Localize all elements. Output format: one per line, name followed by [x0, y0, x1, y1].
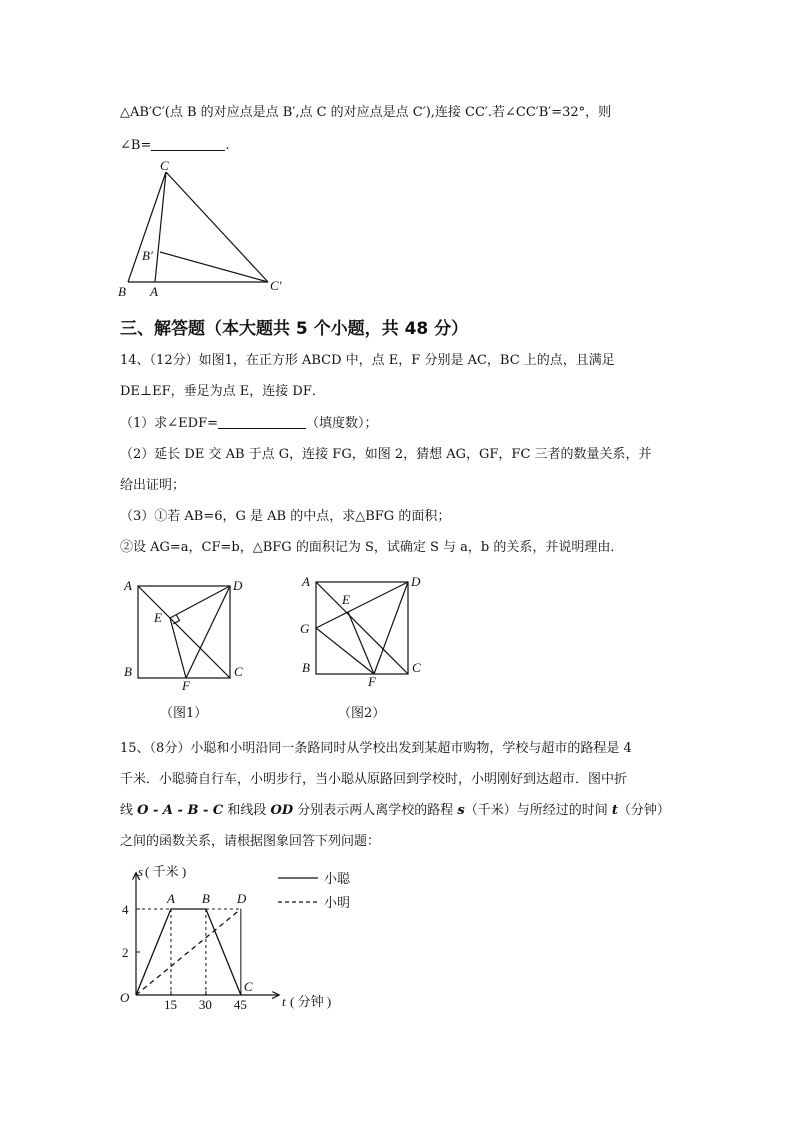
- q15-l3-c: 和线段: [223, 803, 271, 818]
- q15-l3-e: 分别表示两人离学校的路程: [293, 803, 458, 818]
- q14-text-line5: 给出证明；: [120, 478, 186, 493]
- q15-text-line1: 15、（8分）小聪和小明沿同一条路同时从学校出发到某超市购物，学校与超市的路程是 4: [120, 741, 632, 756]
- fig1-label-f: F: [182, 678, 190, 693]
- q14-text-line1: 14、（12分）如图1，在正方形 ABCD 中，点 E，F 分别是 AC，BC 上的点，且满足: [120, 353, 615, 368]
- x-axis-var: t: [282, 994, 286, 1009]
- x-tick-label: 15: [163, 997, 177, 1012]
- fig2-caption: （图2）: [338, 706, 386, 721]
- origin-label: O: [120, 990, 130, 1005]
- point-label-b: B: [201, 891, 210, 906]
- q15-var-s: s: [457, 803, 465, 818]
- fig2-label-f: F: [368, 674, 376, 689]
- q13-suffix: .: [225, 138, 230, 153]
- point-label-c: C: [243, 979, 253, 994]
- y-axis-unit: ( 千米 ): [145, 864, 187, 879]
- q14-text-line2: DE⊥EF，垂足为点 E，连接 DF．: [120, 384, 325, 399]
- distance-time-chart: [110, 858, 370, 1018]
- q13-answer-blank[interactable]: [151, 136, 225, 151]
- fig2-label-g: G: [300, 621, 310, 636]
- q13-text-line1: △AB′C′(点 B 的对应点是点 B′,点 C 的对应点是点 C′),连接 CC′.若∠CC′B′=32°，则: [120, 105, 612, 120]
- q15-text-line3: [120, 802, 670, 820]
- fig1-caption: （图1）: [160, 706, 208, 721]
- q13-prefix: ∠B=: [120, 138, 152, 153]
- section-title: 三、解答题（本大题共 5 个小题，共 48 分）: [120, 319, 469, 339]
- q15-var-t: t: [611, 803, 618, 818]
- q15-l3-a: 线: [120, 803, 138, 818]
- y-tick-label: 4: [122, 902, 129, 917]
- q15-l3-g: （千米）与所经过的时间: [464, 803, 612, 818]
- y-axis-var: s: [138, 864, 144, 879]
- fig1-label-e: E: [154, 610, 162, 625]
- fig1-label-d: D: [233, 578, 243, 593]
- point-label-d: D: [236, 891, 247, 906]
- q15-segment-name: OD: [270, 803, 294, 818]
- q15-l3-i: （分钟）: [617, 803, 670, 818]
- legend-series-2: 小明: [324, 895, 351, 910]
- q15-path-name: O - A - B - C: [137, 803, 224, 818]
- q14-figure-1: [118, 576, 258, 691]
- q14-figure-2: [296, 572, 436, 690]
- q13-label-c: C: [160, 158, 169, 173]
- q14-part1-prefix: （1）求∠EDF=: [120, 416, 218, 431]
- point-label-a: A: [166, 891, 175, 906]
- q14-answer-blank[interactable]: [218, 414, 306, 429]
- q13-label-a: A: [150, 284, 158, 299]
- legend-series-1: 小聪: [324, 871, 351, 886]
- x-axis-unit: ( 分钟 ): [290, 994, 332, 1009]
- fig1-label-b: B: [124, 664, 132, 679]
- q13-label-b: B: [118, 284, 126, 299]
- q14-text-line3: [120, 414, 378, 433]
- series-line-2: [136, 909, 241, 995]
- q14-part1-suffix: （填度数）；: [306, 416, 378, 431]
- q13-figure: [110, 158, 310, 303]
- q15-text-line2: 千米．小聪骑自行车，小明步行，当小聪从原路回到学校时，小明刚好到达超市．图中折: [120, 772, 628, 787]
- fig2-label-c: C: [412, 660, 421, 675]
- fig2-label-a: A: [302, 574, 310, 589]
- fig1-label-a: A: [124, 578, 132, 593]
- q13-label-bp: B′: [142, 248, 153, 263]
- x-tick-label: 30: [198, 997, 212, 1012]
- q14-text-line6: （3）①若 AB=6，G 是 AB 的中点，求△BFG 的面积；: [120, 509, 451, 524]
- x-tick-label: 45: [233, 997, 247, 1012]
- fig2-label-d: D: [411, 574, 421, 589]
- q14-text-line4: （2）延长 DE 交 AB 于点 G，连接 FG，如图 2，猜想 AG，GF，FC 三者的数量关系，并: [120, 447, 652, 462]
- q15-text-line4: 之间的函数关系，请根据图象回答下列问题：: [120, 834, 381, 849]
- q14-text-line7: ②设 AG=a，CF=b，△BFG 的面积记为 S，试确定 S 与 a，b 的关系，并说明理由．: [120, 540, 624, 555]
- fig2-label-b: B: [302, 660, 310, 675]
- fig1-label-c: C: [234, 664, 243, 679]
- q13-text-line2: [120, 136, 229, 155]
- y-tick-label: 2: [122, 945, 129, 960]
- fig2-label-e: E: [342, 592, 350, 607]
- q13-label-cp: C′: [270, 278, 282, 293]
